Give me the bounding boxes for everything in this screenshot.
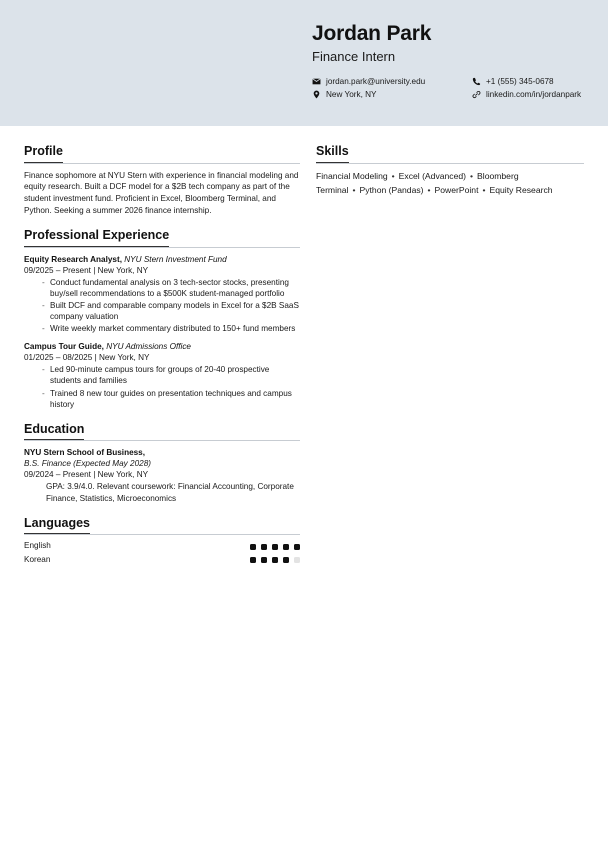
experience-role: Campus Tour Guide, xyxy=(24,342,104,352)
skill-item: Financial Modeling xyxy=(316,170,388,181)
list-item: - Built DCF and comparable company models in Excel for a $2B SaaS company valuation xyxy=(42,300,300,322)
language-level-dot xyxy=(261,544,267,550)
section-languages xyxy=(24,514,300,566)
section-profile xyxy=(24,142,300,216)
section-experience xyxy=(24,226,300,409)
contact-details xyxy=(312,77,584,100)
skill-item: PowerPoint xyxy=(434,184,479,195)
education-detail: GPA: 3.9/4.0. Relevant coursework: Financial Accounting, Corporate Finance, Statistics, Microeconomics xyxy=(46,482,294,503)
list-item: - Led 90-minute campus tours for groups of 20-40 prospective students and families xyxy=(42,364,300,386)
section-title-skills: Skills xyxy=(316,144,349,163)
skill-separator-icon: • xyxy=(470,170,474,181)
location-pin-icon xyxy=(312,90,321,99)
language-level-meter xyxy=(250,544,300,550)
section-title-profile: Profile xyxy=(24,144,63,163)
language-level-dot xyxy=(272,544,278,550)
section-rule xyxy=(24,534,300,535)
language-level-dot xyxy=(294,544,300,550)
language-level-meter xyxy=(250,557,300,563)
experience-bullet-list xyxy=(24,364,300,409)
skill-separator-icon: • xyxy=(352,184,356,195)
skill-item: Excel (Advanced) xyxy=(398,170,467,181)
link-icon xyxy=(472,90,481,99)
language-level-dot xyxy=(283,544,289,550)
language-level-dot xyxy=(294,557,300,563)
language-level-dot xyxy=(283,557,289,563)
contact-linkedin-label: linkedin.com/in/jordanpark xyxy=(486,89,582,99)
education-entry xyxy=(24,447,300,503)
candidate-name: Jordan Park xyxy=(312,22,432,45)
contact-phone[interactable] xyxy=(472,77,584,87)
contact-email-label: jordan.park@university.edu xyxy=(326,76,426,86)
skill-item: Bloomberg Terminal xyxy=(316,170,519,195)
experience-entry xyxy=(24,341,300,409)
experience-bullet-list xyxy=(24,277,300,334)
experience-organization: NYU Admissions Office xyxy=(106,342,191,352)
skill-item: Equity Research xyxy=(489,184,553,195)
contact-linkedin[interactable] xyxy=(472,90,584,100)
contact-location-label: New York, NY xyxy=(326,89,377,99)
experience-role: Equity Research Analyst, xyxy=(24,254,122,264)
language-row xyxy=(24,555,300,566)
education-dates-location: 09/2024 – Present | New York, NY xyxy=(24,470,149,480)
experience-dates-location: 01/2025 – 08/2025 | New York, NY xyxy=(24,353,150,363)
left-column xyxy=(24,142,300,576)
skill-separator-icon: • xyxy=(427,184,431,195)
education-school: NYU Stern School of Business, xyxy=(24,448,146,458)
envelope-icon xyxy=(312,77,321,86)
skill-separator-icon: • xyxy=(391,170,395,181)
education-degree: B.S. Finance (Expected May 2028) xyxy=(24,459,151,469)
skill-item: Python (Pandas) xyxy=(359,184,424,195)
resume-body xyxy=(0,126,608,576)
experience-heading xyxy=(24,254,300,265)
language-level-dot xyxy=(250,557,256,563)
contact-email[interactable] xyxy=(312,77,460,87)
profile-summary-text: Finance sophomore at NYU Stern with experience in financial modeling and equity research. Built a DCF model for a $2B tech company as part of the student investment fund. Proficient in Excel, Bloomberg Terminal, and Python. Seeking a summer 2026 finance internship. xyxy=(24,170,299,215)
language-name: Korean xyxy=(24,554,51,564)
section-title-languages: Languages xyxy=(24,516,90,535)
phone-icon xyxy=(472,77,481,86)
right-column xyxy=(316,142,584,207)
language-level-dot xyxy=(272,557,278,563)
education-heading xyxy=(24,447,300,458)
candidate-job-title: Finance Intern xyxy=(312,49,396,65)
section-rule xyxy=(316,163,584,164)
section-title-education: Education xyxy=(24,422,84,441)
list-item: - Trained 8 new tour guides on presentation techniques and campus history xyxy=(42,388,300,410)
list-item: - Write weekly market commentary distributed to 150+ fund members xyxy=(42,323,300,334)
section-rule xyxy=(24,247,300,248)
language-row xyxy=(24,541,300,552)
section-education xyxy=(24,420,300,504)
contact-location xyxy=(312,90,460,100)
list-item: - Conduct fundamental analysis on 3 tech-sector stocks, presenting buy/sell recommendations to a $500K student-managed portfolio xyxy=(42,277,300,299)
skills-list xyxy=(316,170,584,198)
experience-dates-location: 09/2025 – Present | New York, NY xyxy=(24,265,149,275)
experience-organization: NYU Stern Investment Fund xyxy=(124,254,227,264)
contact-phone-label: +1 (555) 345-0678 xyxy=(486,76,554,86)
language-level-dot xyxy=(250,544,256,550)
experience-heading xyxy=(24,341,300,352)
section-skills xyxy=(316,142,584,197)
section-rule xyxy=(24,440,300,441)
section-rule xyxy=(24,163,300,164)
skill-separator-icon: • xyxy=(482,184,486,195)
language-name: English xyxy=(24,541,51,551)
section-title-experience: Professional Experience xyxy=(24,228,169,247)
experience-entry xyxy=(24,254,300,334)
resume-header xyxy=(0,0,608,126)
language-level-dot xyxy=(261,557,267,563)
